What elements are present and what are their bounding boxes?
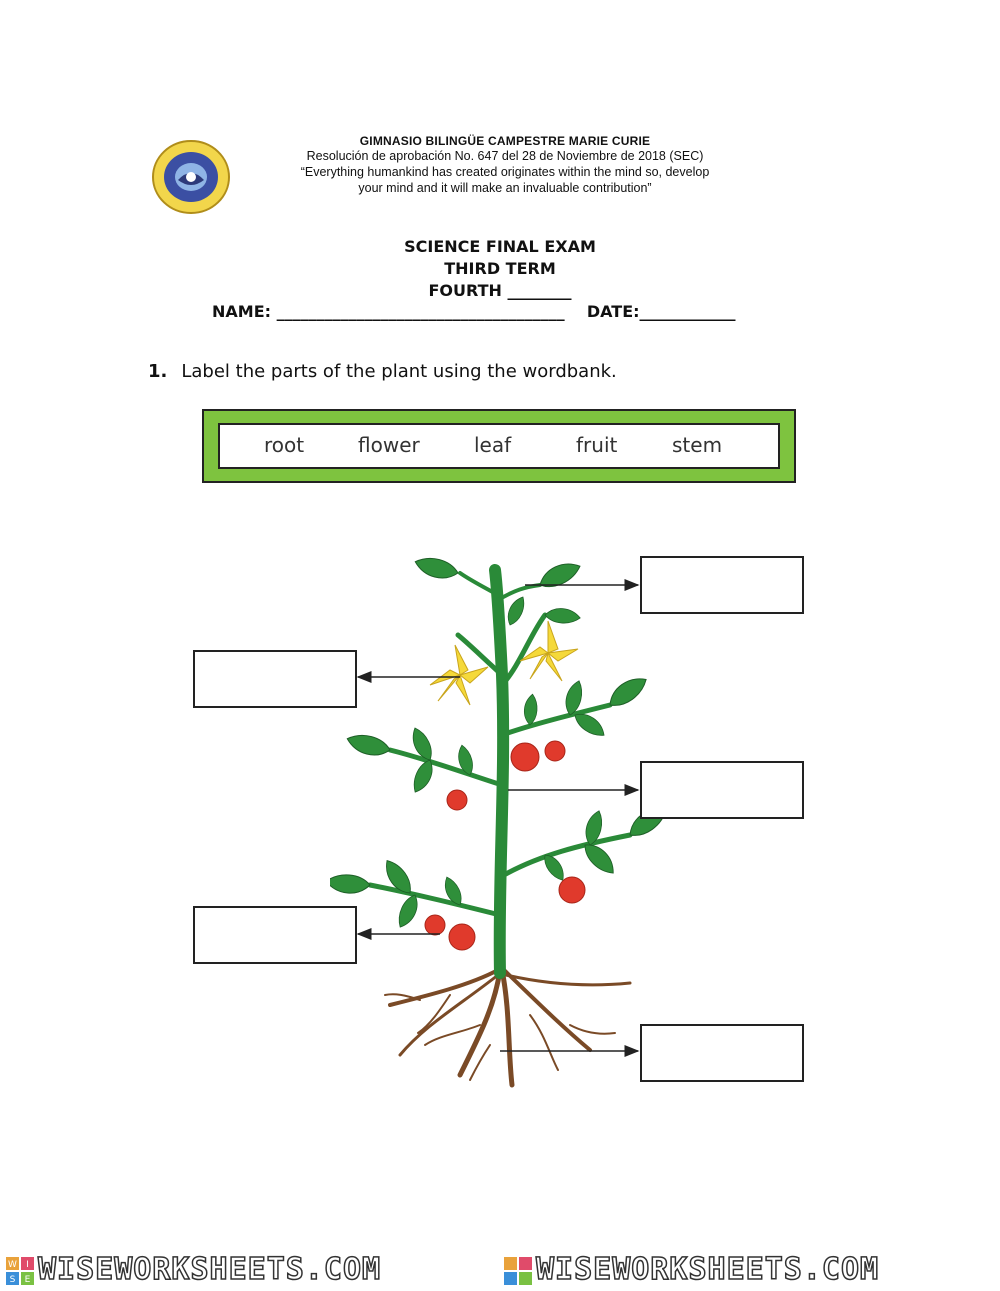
svg-text:W: W <box>8 1260 17 1270</box>
exam-title: SCIENCE FINAL EXAM <box>404 237 596 256</box>
brand-logo-icon <box>6 1257 34 1285</box>
answer-box-flower[interactable] <box>193 650 357 708</box>
brand-text-2: WISEWORKSHEETS.COM <box>536 1252 880 1287</box>
name-date-row[interactable]: NAME: ____________________________________ DATE:____________ <box>212 302 736 321</box>
answer-box-fruit[interactable] <box>193 906 357 964</box>
word-stem[interactable]: stem <box>672 433 723 457</box>
resolution-line: Resolución de aprobación No. 647 del 28 de Noviembre de 2018 (SEC) <box>306 149 704 163</box>
word-leaf[interactable]: leaf <box>474 433 512 457</box>
question-text: Label the parts of the plant using the wordbank. <box>181 361 617 382</box>
exam-grade: FOURTH ________ <box>428 281 572 300</box>
answer-box-leaf[interactable] <box>640 556 804 614</box>
svg-text:I: I <box>26 1260 29 1270</box>
exam-term: THIRD TERM <box>444 259 556 278</box>
brand-text-1: WISEWORKSHEETS.COM <box>38 1252 382 1287</box>
brand-logo-icon-2 <box>504 1257 532 1285</box>
school-name: GIMNASIO BILINGÜE CAMPESTRE MARIE CURIE <box>359 134 651 148</box>
footer-watermark <box>0 1252 1000 1291</box>
quote-line-2: your mind and it will make an invaluable contribution” <box>358 181 652 195</box>
answer-box-stem[interactable] <box>640 761 804 819</box>
word-fruit[interactable]: fruit <box>576 433 618 457</box>
question-number: 1. <box>148 361 168 382</box>
word-flower[interactable]: flower <box>358 433 420 457</box>
svg-text:S: S <box>9 1275 16 1285</box>
answer-box-root[interactable] <box>640 1024 804 1082</box>
quote-line-1: “Everything humankind has created originates within the mind so, develop <box>300 165 710 179</box>
word-root[interactable]: root <box>264 433 305 457</box>
svg-text:E: E <box>24 1275 31 1285</box>
